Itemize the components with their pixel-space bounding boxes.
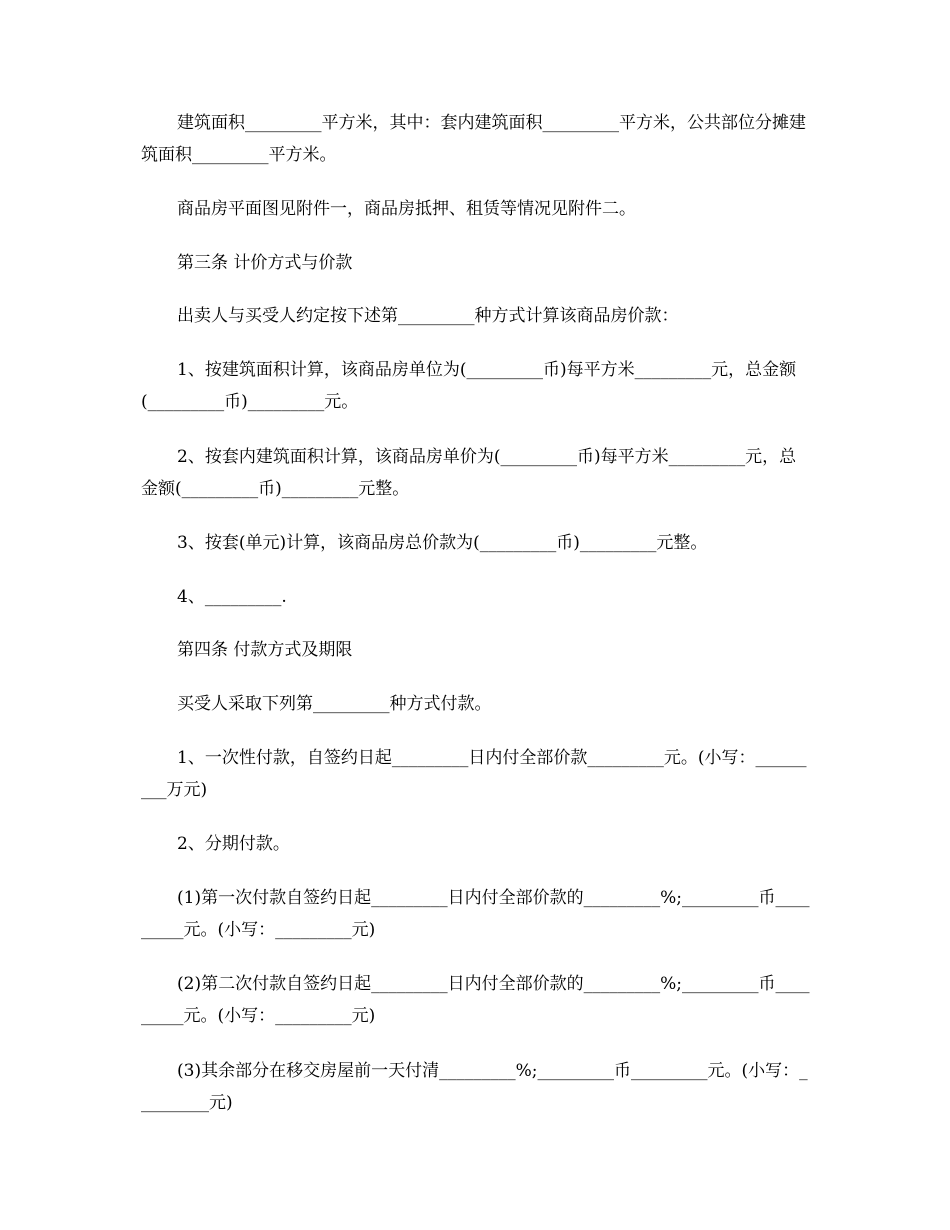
paragraph-pricing-option-2: 2、按套内建筑面积计算，该商品房单价为(_________币)每平方米_________元，总金额(_________币)_________元整。 <box>141 447 797 499</box>
paragraph-pricing-option-4: 4、_________. <box>177 587 287 607</box>
paragraph-attachments: 商品房平面图见附件一，商品房抵押、租赁等情况见附件二。 <box>177 199 636 219</box>
paragraph-pricing-method: 出卖人与买受人约定按下述第_________种方式计算该商品房价款： <box>177 306 679 326</box>
paragraph-installment-1: (1)第一次付款自签约日起_________日内付全部价款的_________%;_________币_________元。(小写：_________元) <box>141 888 810 940</box>
paragraph-installment-3: (3)其余部分在移交房屋前一天付清_________%;_________币_________元。(小写：_________元) <box>141 1061 808 1113</box>
article-4-heading: 第四条 付款方式及期限 <box>177 640 353 660</box>
paragraph-installment-2: (2)第二次付款自签约日起_________日内付全部价款的_________%;_________币_________元。(小写：_________元) <box>141 974 810 1026</box>
paragraph-building-area: 建筑面积_________平方米，其中：套内建筑面积_________平方米，公共部位分摊建筑面积_________平方米。 <box>141 113 806 165</box>
paragraph-lump-sum-payment: 1、一次性付款，自签约日起_________日内付全部价款_________元。(小写：_________万元) <box>141 748 807 800</box>
article-3-heading: 第三条 计价方式与价款 <box>177 253 353 273</box>
paragraph-pricing-option-3: 3、按套(单元)计算，该商品房总价款为(_________币)_________元整。 <box>177 533 708 553</box>
paragraph-payment-method: 买受人采取下列第_________种方式付款。 <box>177 694 492 714</box>
paragraph-pricing-option-1: 1、按建筑面积计算，该商品房单位为(_________币)每平方米_________元，总金额(_________币)_________元。 <box>141 360 797 412</box>
paragraph-installment-payment: 2、分期付款。 <box>177 834 290 854</box>
